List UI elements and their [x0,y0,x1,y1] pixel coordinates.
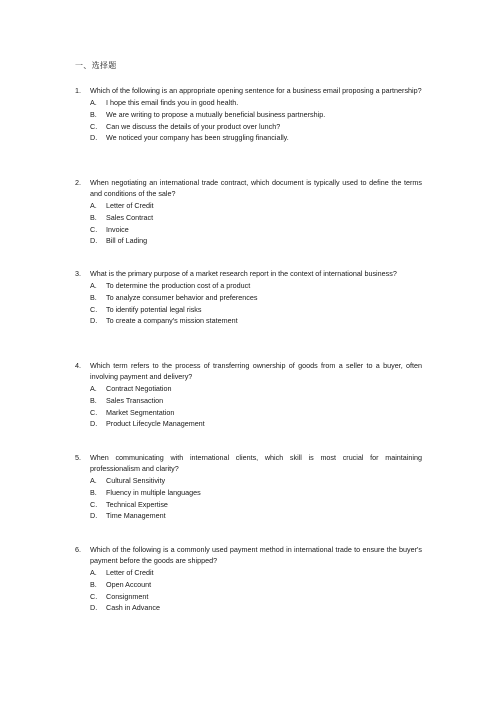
option-text: To create a company's mission statement [106,316,238,326]
option-text: I hope this email finds you in good health. [106,98,239,107]
option-b [90,579,422,591]
option-letter: B. [90,109,97,119]
option-text: Invoice [106,224,129,234]
option-a [90,383,422,395]
option-text: Product Lifecycle Management [106,419,205,429]
section-title: 一、选择题 [75,61,117,70]
question-text: When negotiating an international trade contract, which document is typically used to define the terms and conditions of the sale? [90,178,422,198]
option-c [90,304,422,316]
option-b [90,109,422,121]
option-letter: A. [90,476,97,485]
option-a [90,567,422,579]
option-text: Bill of Lading [106,236,148,246]
option-letter: D. [90,133,98,143]
option-c [90,591,422,603]
option-c [90,499,422,511]
option-c [90,224,422,236]
question-3 [75,268,422,327]
question-6 [75,544,422,614]
question-text: Which term refers to the process of transferring ownership of goods from a seller to a buyer, often involving payment and delivery? [90,361,422,381]
option-letter: B. [90,487,97,497]
option-text: To determine the production cost of a product [106,281,251,290]
option-text: Market Segmentation [106,407,175,417]
option-c [90,407,422,419]
option-text: To analyze consumer behavior and preferences [106,292,258,302]
option-letter: D. [90,603,98,613]
option-letter: C. [90,407,98,417]
option-a [90,200,422,212]
option-d [90,418,422,430]
option-letter: C. [90,591,98,601]
question-number: 5. [75,453,81,462]
option-d [90,132,422,144]
option-text: We are writing to propose a mutually beneficial business partnership. [106,109,326,119]
option-letter: A. [90,281,97,290]
question-number: 1. [75,86,81,95]
option-d [90,602,422,614]
option-text: Fluency in multiple languages [106,487,201,497]
question-text: Which of the following is an appropriate opening sentence for a business email proposing a partnership? [90,86,422,95]
option-letter: A. [90,201,97,210]
option-text: Contract Negotiation [106,384,172,393]
option-text: Letter of Credit [106,201,154,210]
question-number: 6. [75,545,81,554]
question-4 [75,360,422,430]
option-a [90,475,422,487]
option-text: Cash in Advance [106,603,160,613]
option-letter: C. [90,224,98,234]
option-text: Technical Expertise [106,499,168,509]
option-list [75,475,422,522]
option-text: Letter of Credit [106,568,154,577]
question-5 [75,452,422,522]
option-text: Consignment [106,591,149,601]
option-letter: A. [90,98,97,107]
option-d [90,235,422,247]
option-list [75,280,422,327]
option-b [90,292,422,304]
option-text: Can we discuss the details of your product over lunch? [106,121,281,131]
option-letter: B. [90,292,97,302]
option-text: Cultural Sensitivity [106,476,166,485]
option-d [90,510,422,522]
option-a [90,97,422,109]
option-letter: C. [90,499,98,509]
option-letter: D. [90,419,98,429]
option-b [90,487,422,499]
option-b [90,395,422,407]
question-1 [75,85,422,144]
question-number: 3. [75,269,81,278]
option-letter: B. [90,395,97,405]
option-list [75,97,422,144]
option-letter: B. [90,579,97,589]
option-b [90,212,422,224]
option-letter: B. [90,212,97,222]
option-list [75,567,422,614]
question-number: 4. [75,361,81,370]
option-letter: A. [90,384,97,393]
option-letter: D. [90,236,98,246]
option-letter: D. [90,511,98,521]
option-text: Sales Transaction [106,395,164,405]
option-text: We noticed your company has been struggling financially. [106,133,289,143]
option-letter: C. [90,304,98,314]
option-text: Open Account [106,579,152,589]
question-text: What is the primary purpose of a market research report in the context of international business? [90,269,397,278]
option-d [90,315,422,327]
option-a [90,280,422,292]
question-text: When communicating with international clients, which skill is most crucial for maintaining professionalism and clarity? [90,453,422,473]
question-text: Which of the following is a commonly used payment method in international trade to ensure the buyer's payment before the goods are shipped? [90,545,422,565]
option-text: Sales Contract [106,212,154,222]
option-list [75,200,422,247]
option-letter: C. [90,121,98,131]
question-number: 2. [75,178,81,187]
option-list [75,383,422,430]
option-letter: D. [90,316,98,326]
option-c [90,121,422,133]
question-2 [75,177,422,247]
option-letter: A. [90,568,97,577]
option-text: To identify potential legal risks [106,304,202,314]
option-text: Time Management [106,511,166,521]
